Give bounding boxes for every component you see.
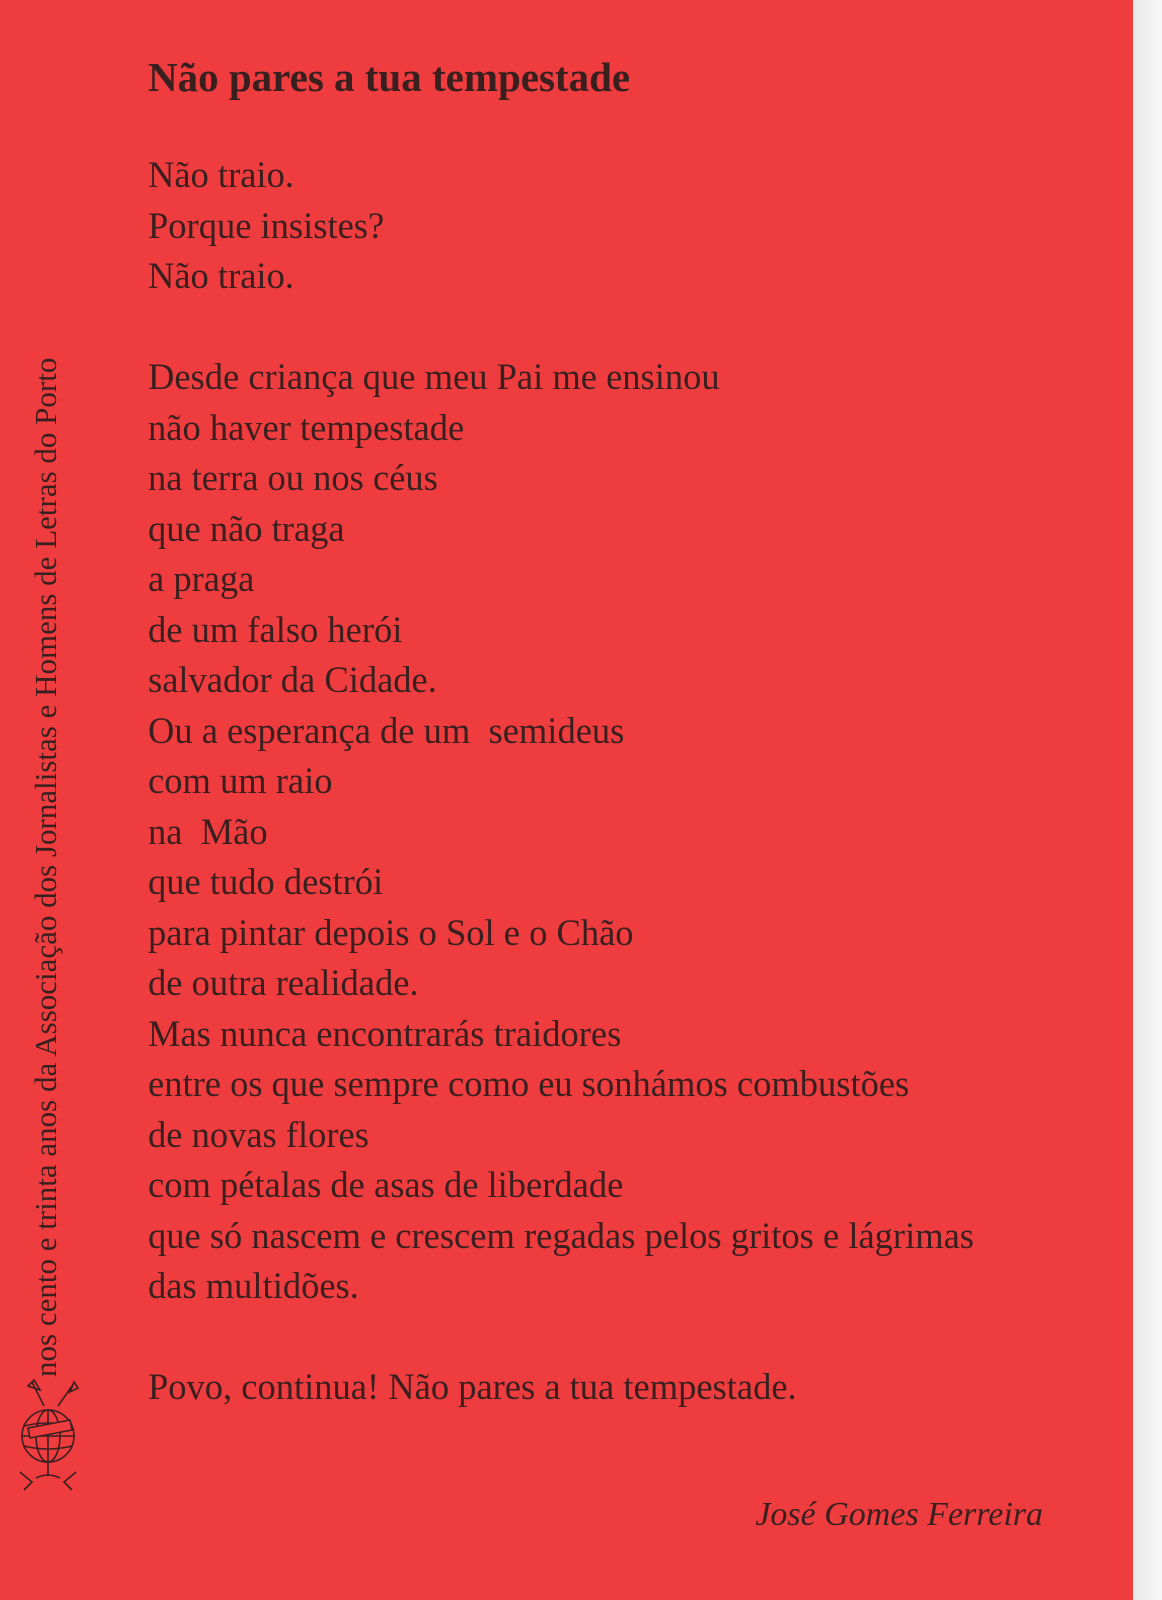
poem-body: [148, 150, 974, 1413]
poem-line: de um falso herói: [148, 608, 403, 650]
poem-title: Não pares a tua tempestade: [148, 54, 631, 100]
stanza-break: [148, 302, 974, 353]
poem-line: para pintar depois o Sol e o Chão: [148, 911, 634, 953]
poem-line: Não traio.: [148, 154, 294, 195]
poem-line: Mas nunca encontrarás traidores: [148, 1012, 622, 1054]
poem-line: que não traga: [148, 507, 345, 549]
poem-line: que tudo destrói: [148, 861, 384, 902]
poem-line: Porque insistes?: [148, 204, 385, 246]
poem-line: salvador da Cidade.: [148, 659, 437, 700]
scan-margin: [1133, 0, 1162, 1600]
poem-line: não haver tempestade: [148, 406, 465, 448]
poem-line: que só nascem e crescem regadas pelos gritos e lágrimas: [148, 1214, 975, 1256]
poem-line: Não traio.: [148, 255, 294, 296]
poem-line: das multidões.: [148, 1265, 359, 1306]
vertical-dedication: nos cento e trinta anos da Associação dos Jornalistas e Homens de Letras do Porto: [28, 357, 63, 1377]
poem-line: Ou a esperança de um semideus: [148, 709, 625, 751]
poem-line: de outra realidade.: [148, 962, 419, 1003]
poem-line: na Mão: [148, 810, 268, 852]
poem-line: a praga: [148, 558, 255, 599]
globe-emblem-icon: [14, 1376, 88, 1498]
poem-line: com pétalas de asas de liberdade: [148, 1164, 624, 1205]
poem-line: na terra ou nos céus: [148, 457, 438, 498]
poem-line: entre os que sempre como eu sonhámos combustões: [148, 1063, 910, 1104]
poem-line: Desde criança que meu Pai me ensinou: [148, 356, 720, 397]
poem-line: com um raio: [148, 760, 333, 801]
author-signature: José Gomes Ferreira: [755, 1496, 1043, 1533]
poem-line: Povo, continua! Não pares a tua tempestade.: [148, 1366, 797, 1407]
stanza-break: [148, 1312, 974, 1363]
poem-line: de novas flores: [148, 1113, 369, 1155]
